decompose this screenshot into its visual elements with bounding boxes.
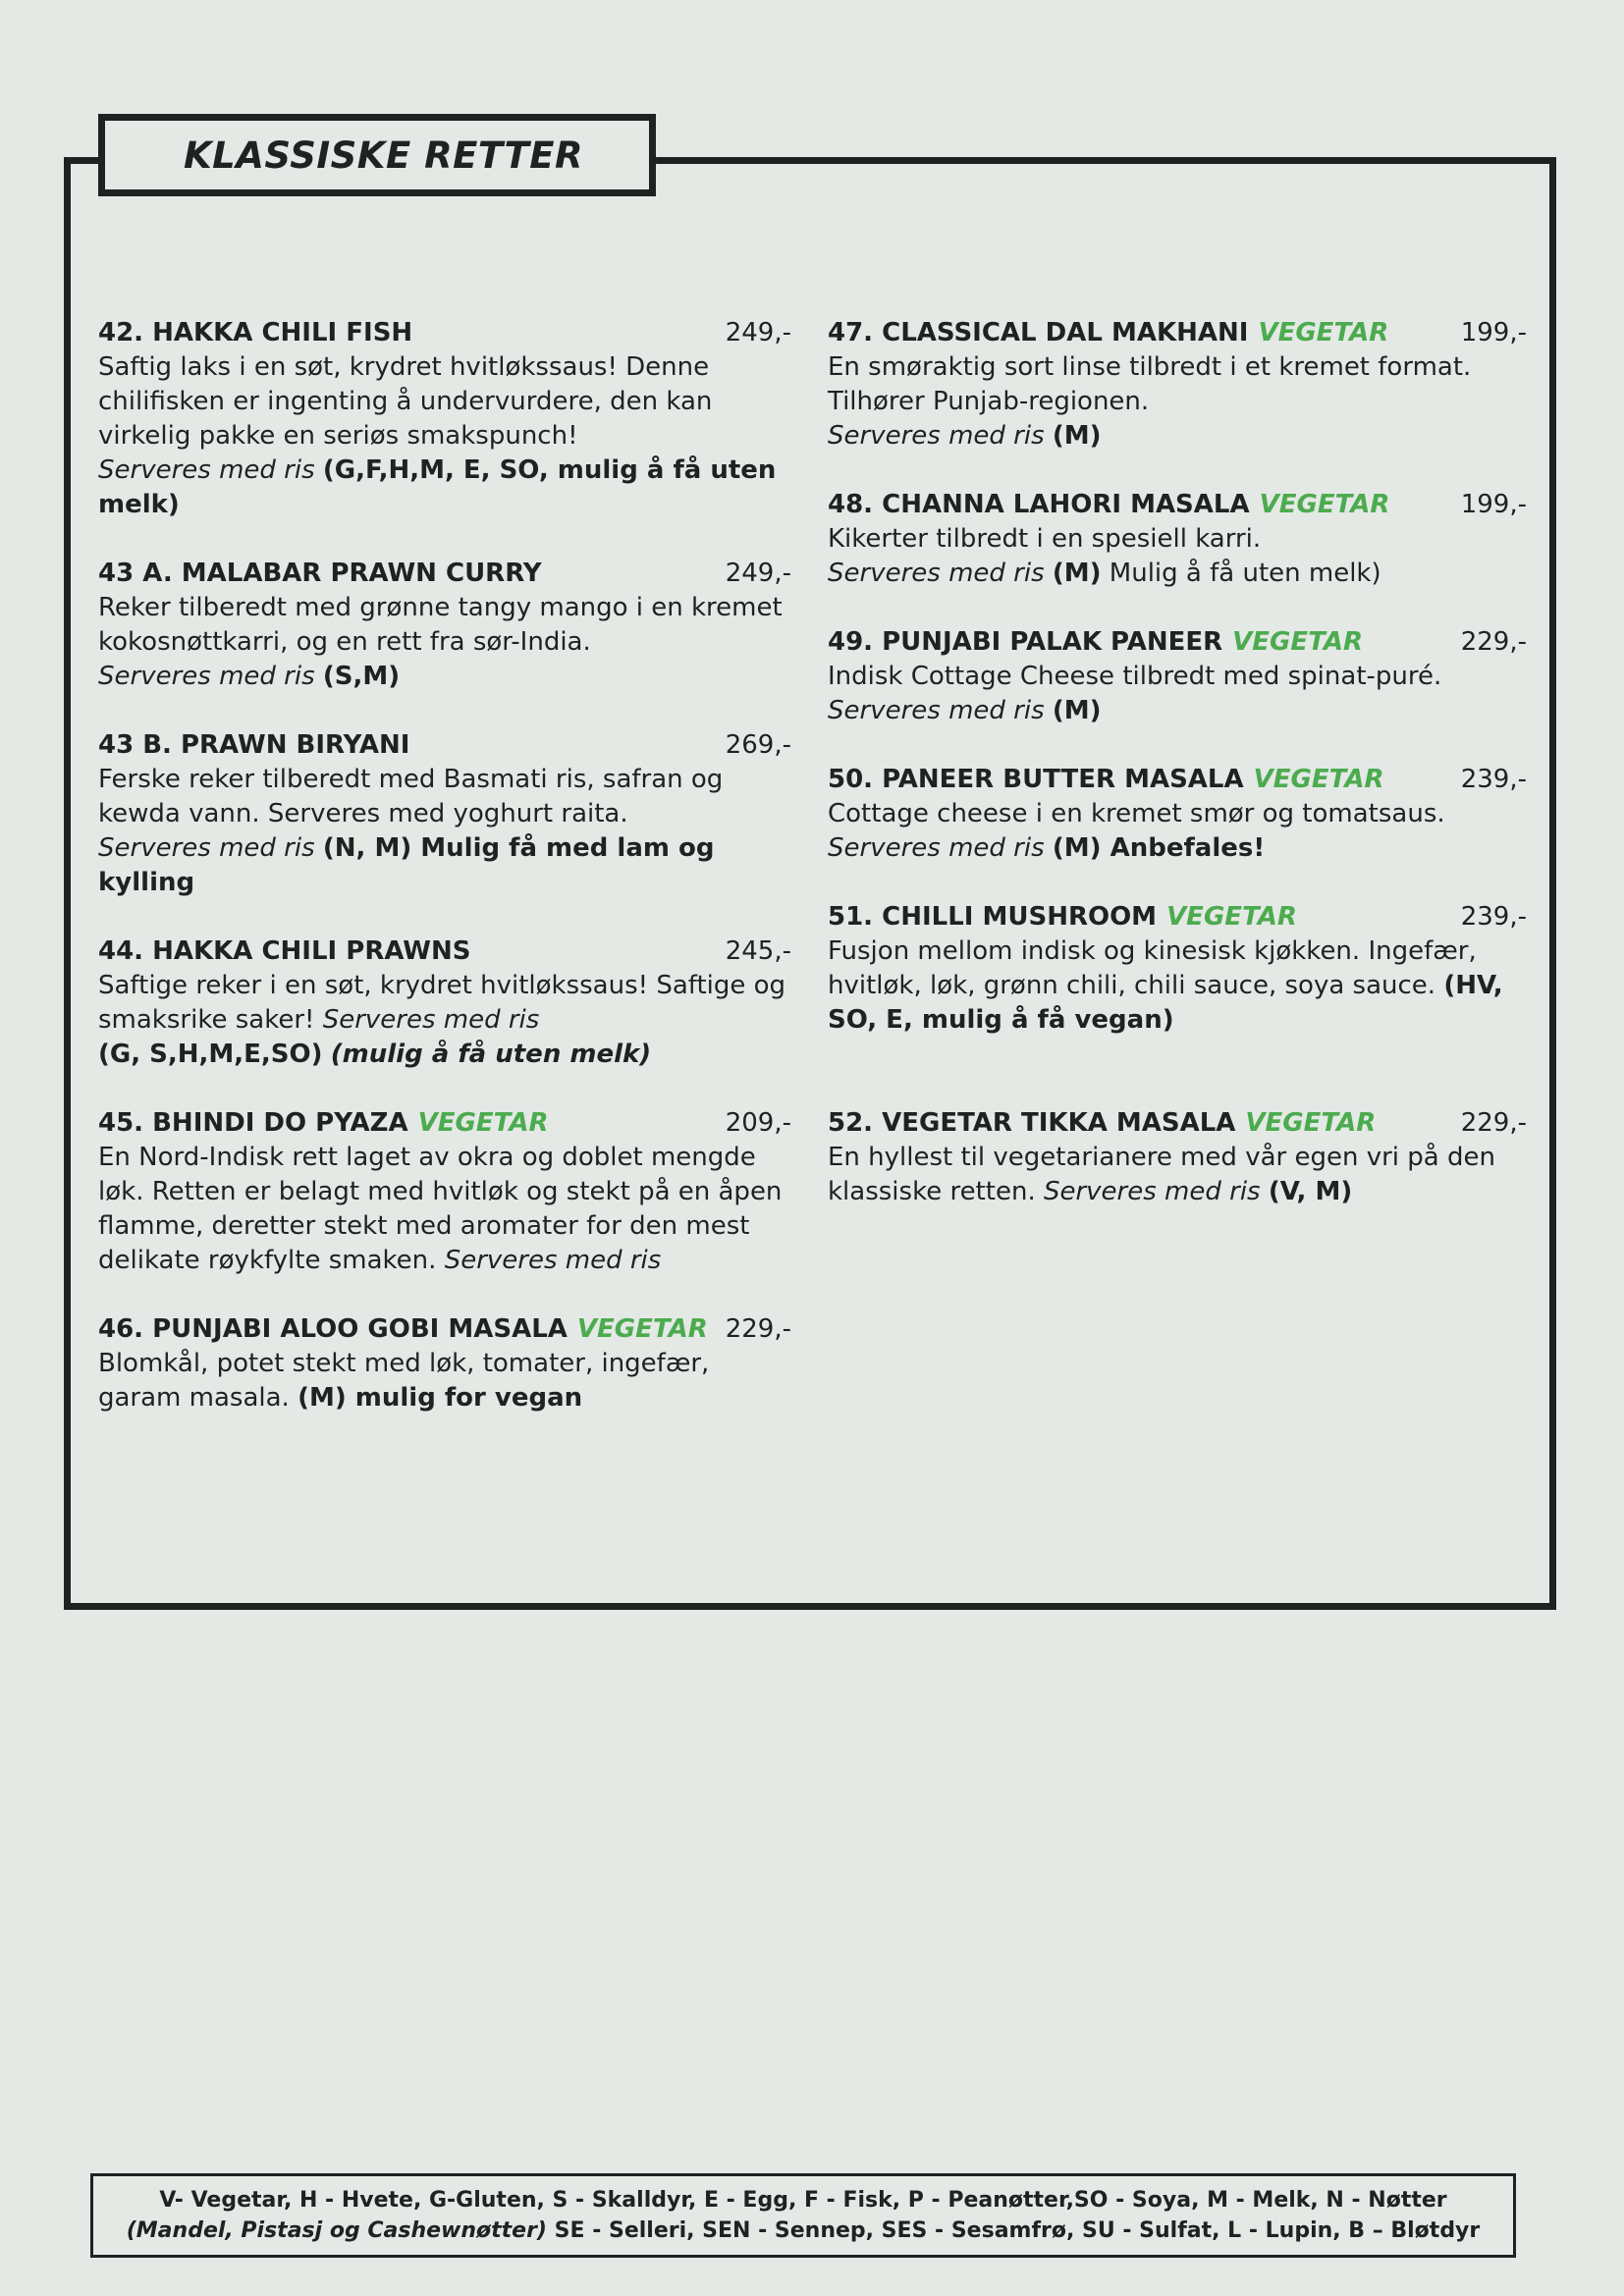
menu-item-allergens: (M) [1052, 559, 1102, 588]
menu-item-description: Blomkål, potet stekt med løk, tomater, ingefær, garam masala. [98, 1349, 710, 1413]
menu-item-price: 199,- [1460, 318, 1527, 347]
allergen-legend-nuts-note: (Mandel, Pistasj og Cashewnøtter) [126, 2218, 547, 2243]
menu-item-name: 49. PUNJABI PALAK PANEER [828, 627, 1223, 657]
menu-item-allergens: (S,M) [322, 662, 401, 691]
menu-item-header [828, 316, 1527, 350]
menu-item-name: 50. PANEER BUTTER MASALA [828, 765, 1244, 794]
menu-item-price: 229,- [725, 1314, 791, 1344]
menu-item [828, 763, 1527, 866]
vegetar-tag: VEGETAR [1253, 765, 1384, 794]
vegetar-tag: VEGETAR [1166, 902, 1297, 932]
menu-item-name: 46. PUNJABI ALOO GOBI MASALA [98, 1314, 568, 1344]
menu-item-description-block [98, 350, 791, 522]
menu-item-description-block [98, 1347, 791, 1415]
menu-item-serving-note: Serveres med ris [828, 696, 1045, 725]
menu-item-description: En smøraktig sort linse tilbredt i et kremet format. Tilhører Punjab-regionen. [828, 352, 1472, 416]
menu-item-description: En hyllest til vegetarianere med vår egen vri på den klassiske retten. [828, 1143, 1495, 1206]
menu-item-header [828, 488, 1527, 522]
allergen-legend-line-2 [127, 2216, 1481, 2246]
menu-item-serving-note: Serveres med ris [98, 833, 315, 863]
vegetar-tag: VEGETAR [1258, 318, 1389, 347]
menu-item-name: 42. HAKKA CHILI FISH [98, 318, 413, 347]
menu-item-allergens: (V, M) [1268, 1177, 1353, 1206]
menu-item-name: 52. VEGETAR TIKKA MASALA [828, 1108, 1236, 1138]
menu-item-header [98, 316, 791, 350]
menu-item-option-note: Mulig å få uten melk) [1109, 559, 1381, 588]
menu-item-description: Cottage cheese i en kremet smør og tomatsaus. [828, 799, 1445, 828]
menu-item-name: 45. BHINDI DO PYAZA [98, 1108, 408, 1138]
menu-item-serving-note: Serveres med ris [322, 1005, 540, 1035]
menu-item-serving-note: Serveres med ris [828, 421, 1045, 451]
menu-item-description-block [828, 1141, 1527, 1209]
allergen-legend [90, 2173, 1516, 2258]
menu-item-description-block [98, 1141, 791, 1278]
menu-item-name: 43 A. MALABAR PRAWN CURRY [98, 559, 542, 588]
menu-item-header [98, 934, 791, 969]
menu-item [98, 934, 791, 1072]
menu-item-description: Reker tilberedt med grønne tangy mango i en kremet kokosnøttkarri, og en rett fra sør-India. [98, 593, 783, 657]
menu-item-description-block [828, 350, 1527, 454]
menu-item-allergens: (M) Anbefales! [1052, 833, 1266, 863]
menu-item-allergens: (M) [1052, 421, 1102, 451]
menu-item-description: Kikerter tilbredt i en spesiell karri. [828, 524, 1262, 554]
menu-item-price: 249,- [725, 318, 791, 347]
menu-item-serving-note: Serveres med ris [828, 833, 1045, 863]
menu-item-description: En Nord-Indisk rett laget av okra og doblet mengde løk. Retten er belagt med hvitløk og stekt på en åpen flamme, deretter stekt med aromater for den mest delikate røykfylte smaken. [98, 1143, 783, 1275]
menu-item-allergens: (HV, SO, E, mulig å få vegan) [828, 971, 1503, 1035]
allergen-legend-line-1: V- Vegetar, H - Hvete, G-Gluten, S - Skalldyr, E - Egg, F - Fisk, P - Peanøtter,SO - Soya, M - Melk, N - Nøtter [159, 2188, 1447, 2213]
menu-item-price: 229,- [1460, 1108, 1527, 1138]
menu-item [828, 488, 1527, 591]
menu-item-description: Saftig laks i en søt, krydret hvitløkssaus! Denne chilifisken er ingenting å undervurdere, den kan virkelig pakke en seriøs smakspunch! [98, 352, 713, 451]
menu-item-name: 47. CLASSICAL DAL MAKHANI [828, 318, 1249, 347]
menu-item-description: Ferske reker tilberedt med Basmati ris, safran og kewda vann. Serveres med yoghurt raita. [98, 765, 724, 828]
menu-item-price: 249,- [725, 559, 791, 588]
menu-item-description-block [828, 660, 1527, 728]
menu-item-description: Saftige reker i en søt, krydret hvitløkssaus! Saftige og smaksrike saker! [98, 971, 786, 1035]
menu-item [98, 1106, 791, 1278]
section-title-box [98, 114, 656, 196]
menu-item [98, 557, 791, 694]
menu-item-price: 229,- [1460, 627, 1527, 657]
section-title: KLASSISKE RETTER [184, 133, 583, 177]
vegetar-tag: VEGETAR [1245, 1108, 1377, 1138]
menu-item-allergens: (G, S,H,M,E,SO) [98, 1040, 323, 1069]
menu-item-price: 269,- [725, 730, 791, 760]
menu-item-serving-note: Serveres med ris [444, 1246, 662, 1275]
menu-column-left [98, 316, 791, 1450]
menu-item-price: 239,- [1460, 902, 1527, 932]
menu-item-serving-note: Serveres med ris [1043, 1177, 1261, 1206]
menu-item-name: 44. HAKKA CHILI PRAWNS [98, 936, 471, 966]
menu-item-description-block [828, 522, 1527, 591]
menu-item-description: Indisk Cottage Cheese tilbredt med spinat-puré. [828, 662, 1442, 691]
menu-item-serving-note: Serveres med ris [98, 455, 315, 485]
menu-item-header [828, 763, 1527, 797]
menu-item-name: 51. CHILLI MUSHROOM [828, 902, 1158, 932]
menu-item [98, 1312, 791, 1415]
menu-item-header [98, 1312, 791, 1347]
menu-item [98, 316, 791, 522]
vegetar-tag: VEGETAR [417, 1108, 549, 1138]
menu-item [828, 1106, 1527, 1209]
menu-item-header [828, 625, 1527, 660]
menu-item-serving-note: Serveres med ris [98, 662, 315, 691]
vegetar-tag: VEGETAR [576, 1314, 708, 1344]
menu-item-allergens: (N, M) Mulig få med lam og kylling [98, 833, 715, 897]
menu-item-description-block [98, 591, 791, 694]
menu-item [828, 625, 1527, 728]
menu-item-allergens: (G,F,H,M, E, SO, mulig å få uten melk) [98, 455, 777, 519]
menu-item-name: 48. CHANNA LAHORI MASALA [828, 490, 1250, 519]
menu-item-price: 209,- [725, 1108, 791, 1138]
menu-item-allergens: (M) mulig for vegan [298, 1383, 583, 1413]
menu-column-right [828, 316, 1527, 1244]
menu-item-description: Fusjon mellom indisk og kinesisk kjøkken. Ingefær, hvitløk, løk, grønn chili, chili sauce, soya sauce. [828, 936, 1477, 1000]
menu-item-description-block [828, 797, 1527, 866]
menu-item-header [98, 1106, 791, 1141]
menu-item [828, 316, 1527, 454]
menu-item-header [828, 900, 1527, 934]
menu-item-description-block [98, 969, 791, 1072]
menu-item-price: 199,- [1460, 490, 1527, 519]
menu-item-header [98, 728, 791, 763]
menu-item-serving-note: Serveres med ris [828, 559, 1045, 588]
menu-item [828, 900, 1527, 1038]
menu-item-description-block [828, 934, 1527, 1038]
menu-item-description-block [98, 763, 791, 900]
vegetar-tag: VEGETAR [1232, 627, 1363, 657]
menu-item [98, 728, 791, 900]
menu-item-option-note: (mulig å få uten melk) [330, 1040, 652, 1069]
menu-item-header [98, 557, 791, 591]
allergen-legend-rest: SE - Selleri, SEN - Sennep, SES - Sesamfrø, SU - Sulfat, L - Lupin, B – Bløtdyr [554, 2218, 1481, 2243]
vegetar-tag: VEGETAR [1259, 490, 1390, 519]
menu-item-price: 239,- [1460, 765, 1527, 794]
menu-item-allergens: (M) [1052, 696, 1102, 725]
menu-item-header [828, 1106, 1527, 1141]
menu-item-price: 245,- [725, 936, 791, 966]
menu-item-name: 43 B. PRAWN BIRYANI [98, 730, 410, 760]
